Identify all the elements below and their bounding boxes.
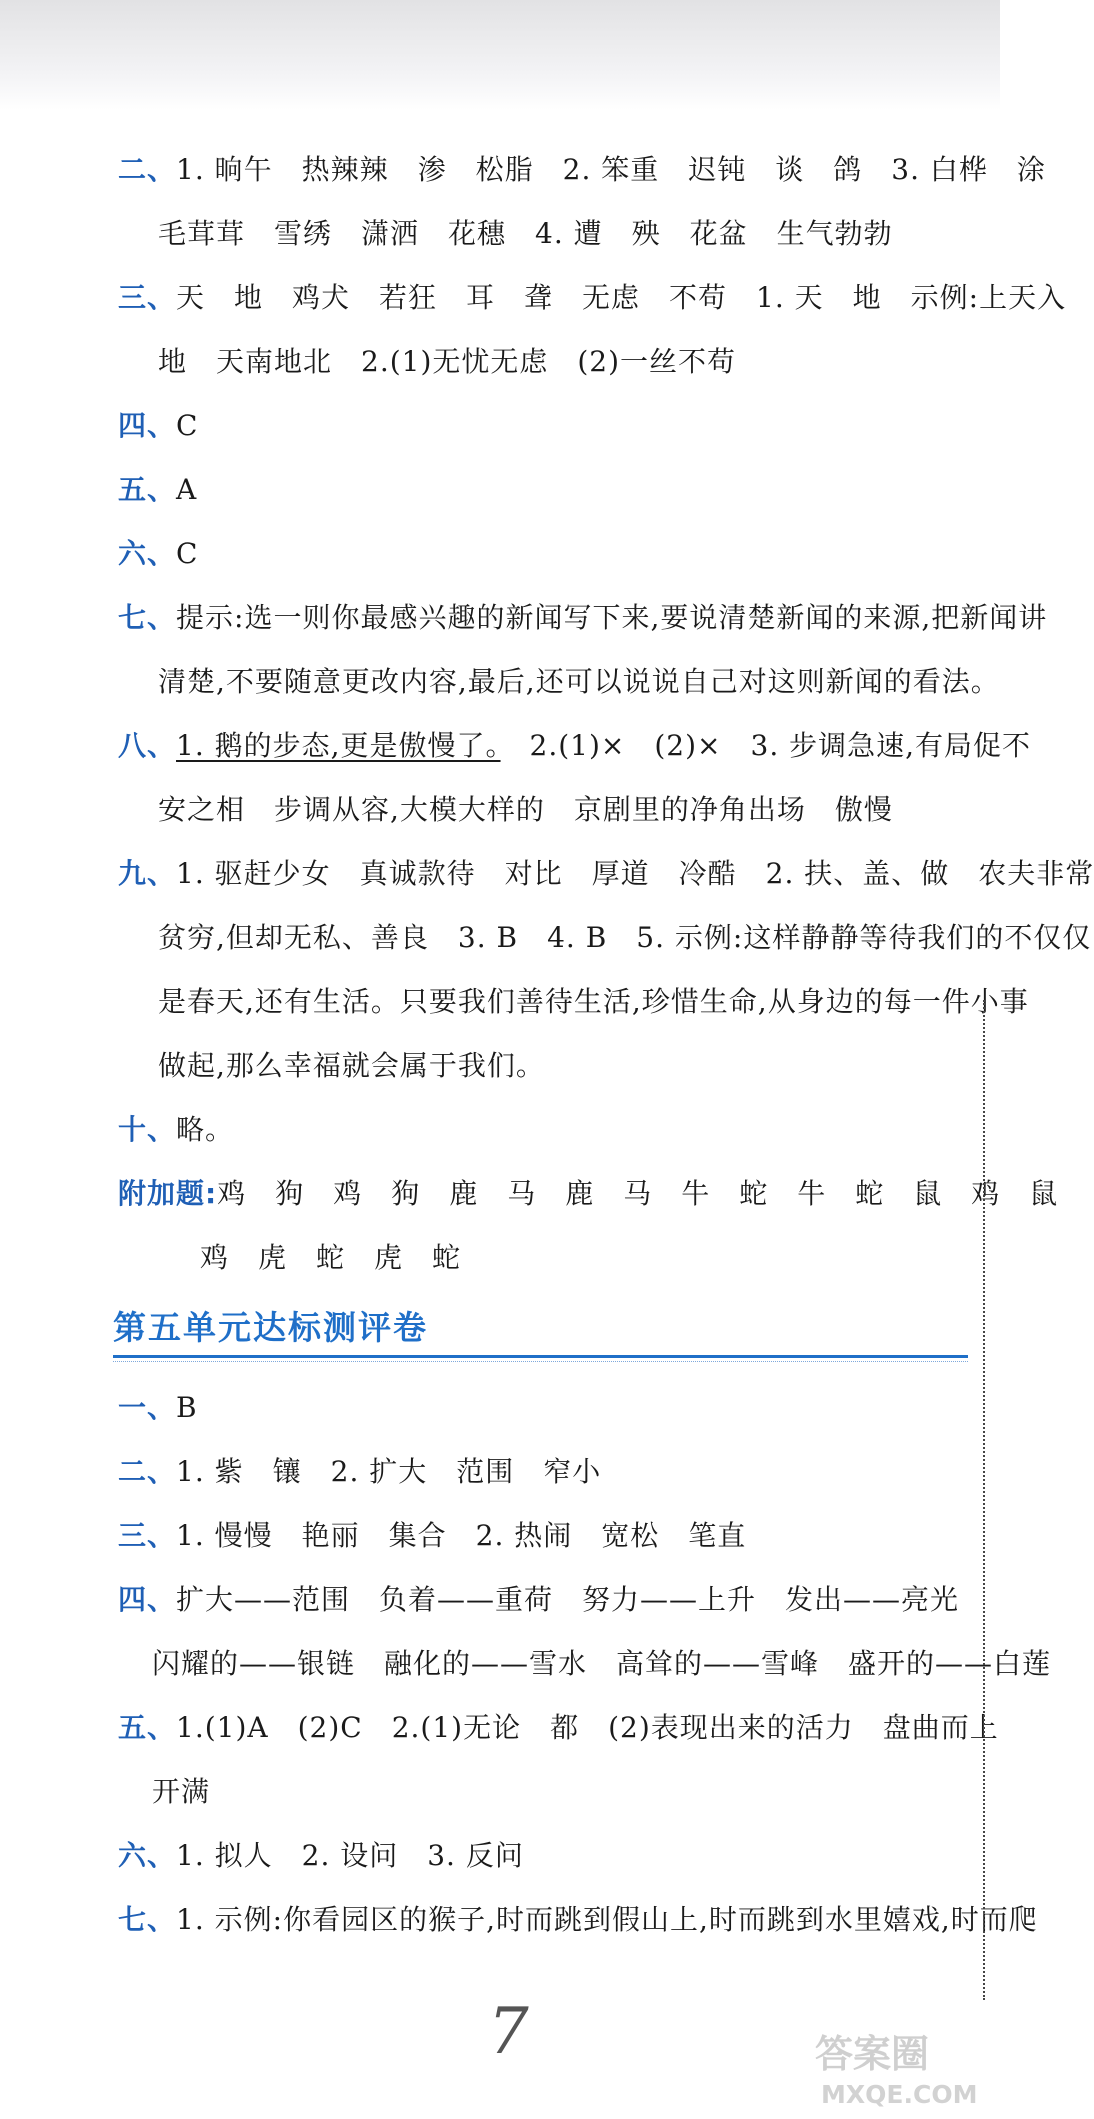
answer-text: 鸡 狗 鸡 狗 鹿 马 鹿 马 牛 蛇 牛 蛇 鼠 鸡 鼠 bbox=[217, 1177, 1059, 1210]
question-label: 三、 bbox=[118, 281, 177, 314]
question-label: 六、 bbox=[118, 1839, 177, 1872]
answer-text: 1. 驱赶少女 真诚款待 对比 厚道 冷酷 2. 扶、盖、做 农夫非常 bbox=[176, 857, 1094, 890]
unit5-line-5-cont bbox=[152, 1774, 1002, 1810]
answer-text: 贫穷,但却无私、善良 3. B 4. B 5. 示例:这样静静等待我们的不仅仅 bbox=[158, 921, 1092, 954]
answer-line-9-cont-3 bbox=[158, 1048, 1008, 1084]
answer-text: 扩大——范围 负着——重荷 努力——上升 发出——亮光 bbox=[176, 1583, 960, 1616]
answer-text: 1.(1)A (2)C 2.(1)无论 都 (2)表现出来的活力 盘曲而上 bbox=[176, 1711, 999, 1744]
bonus-label: 附加题: bbox=[118, 1177, 218, 1210]
unit5-line-7 bbox=[118, 1902, 1038, 1938]
answer-text: 地 天南地北 2.(1)无忧无虑 (2)一丝不苟 bbox=[158, 345, 737, 378]
answer-text: 1. 示例:你看园区的猴子,时而跳到假山上,时而跳到水里嬉戏,时而爬 bbox=[176, 1903, 1038, 1936]
answer-text: B bbox=[176, 1391, 198, 1424]
question-label: 十、 bbox=[118, 1113, 177, 1146]
answer-line-3 bbox=[118, 280, 1067, 316]
answer-text: 毛茸茸 雪绣 潇洒 花穗 4. 遭 殃 花盆 生气勃勃 bbox=[158, 217, 893, 250]
answer-text: 做起,那么幸福就会属于我们。 bbox=[158, 1049, 545, 1082]
watermark-logo bbox=[807, 2023, 982, 2111]
answer-text: 清楚,不要随意更改内容,最后,还可以说说自己对这则新闻的看法。 bbox=[158, 665, 1000, 698]
unit5-line-4 bbox=[118, 1582, 968, 1618]
title-underline bbox=[113, 1355, 968, 1358]
answer-text: C bbox=[176, 409, 199, 442]
answer-text: 安之相 步调从容,大模大样的 京剧里的净角出场 傲慢 bbox=[158, 793, 893, 826]
question-label: 九、 bbox=[118, 857, 177, 890]
question-label: 五、 bbox=[118, 473, 177, 506]
question-label: 六、 bbox=[118, 537, 177, 570]
section-title: 第五单元达标测评卷 bbox=[113, 1308, 428, 1347]
answer-text: A bbox=[176, 473, 198, 506]
answer-text: 是春天,还有生活。只要我们善待生活,珍惜生命,从身边的每一件小事 bbox=[158, 985, 1029, 1018]
answer-text: C bbox=[176, 537, 199, 570]
answer-line-6 bbox=[118, 536, 968, 572]
answer-text: 略。 bbox=[176, 1113, 235, 1146]
title-underline-dotted bbox=[113, 1361, 968, 1362]
unit5-line-1 bbox=[118, 1390, 968, 1426]
watermark-url: MXQE.COM bbox=[821, 2080, 978, 2109]
question-label: 二、 bbox=[118, 1455, 177, 1488]
question-label: 四、 bbox=[118, 409, 177, 442]
question-label: 三、 bbox=[118, 1519, 177, 1552]
answer-line-7-cont bbox=[158, 664, 1008, 700]
question-label: 五、 bbox=[118, 1711, 177, 1744]
answer-line-9-cont-2 bbox=[158, 984, 1029, 1020]
answer-line-3-cont bbox=[158, 344, 1008, 380]
unit5-line-2 bbox=[118, 1454, 968, 1490]
question-label: 四、 bbox=[118, 1583, 177, 1616]
question-label: 一、 bbox=[118, 1391, 177, 1424]
answer-text: 1. 紫 镶 2. 扩大 范围 窄小 bbox=[176, 1455, 602, 1488]
answer-text: 天 地 鸡犬 若狂 耳 聋 无虑 不苟 1. 天 地 示例:上天入 bbox=[176, 281, 1067, 314]
answer-line-2 bbox=[118, 152, 1046, 188]
answer-line-9-cont-1 bbox=[158, 920, 1092, 956]
unit5-line-5 bbox=[118, 1710, 999, 1746]
underlined-answer: 1. 鹅的步态,更是傲慢了。 bbox=[176, 729, 501, 762]
bonus-question-cont bbox=[200, 1240, 1050, 1276]
unit5-line-4-cont bbox=[152, 1646, 1052, 1682]
answer-text: 1. 慢慢 艳丽 集合 2. 热闹 宽松 笔直 bbox=[176, 1519, 747, 1552]
answer-text: 闪耀的——银链 融化的——雪水 高耸的——雪峰 盛开的——白莲 bbox=[152, 1647, 1052, 1680]
answer-text: 1. 拟人 2. 设问 3. 反问 bbox=[176, 1839, 524, 1872]
question-label: 七、 bbox=[118, 601, 177, 634]
question-label: 七、 bbox=[118, 1903, 177, 1936]
unit5-line-3 bbox=[118, 1518, 968, 1554]
answer-line-8 bbox=[118, 728, 1032, 764]
answer-text: 鸡 虎 蛇 虎 蛇 bbox=[200, 1241, 462, 1274]
page-number: 7 bbox=[488, 1995, 529, 2069]
answer-line-7 bbox=[118, 600, 1048, 636]
answer-text: 开满 bbox=[152, 1775, 211, 1808]
answer-text: 提示:选一则你最感兴趣的新闻写下来,要说清楚新闻的来源,把新闻讲 bbox=[176, 601, 1048, 634]
answer-line-4 bbox=[118, 408, 968, 444]
answer-line-5 bbox=[118, 472, 968, 508]
unit5-line-6 bbox=[118, 1838, 968, 1874]
answer-line-2-cont bbox=[158, 216, 1008, 252]
answer-text: 1. 晌午 热辣辣 渗 松脂 2. 笨重 迟钝 谈 鸽 3. 白桦 涂 bbox=[176, 153, 1046, 186]
watermark-text: 答案圈 bbox=[815, 2032, 930, 2076]
binding-dotted-line bbox=[983, 1000, 985, 2000]
answer-text: 2.(1)× (2)× 3. 步调急速,有局促不 bbox=[500, 729, 1032, 762]
bonus-question bbox=[118, 1176, 1059, 1212]
answer-line-10 bbox=[118, 1112, 968, 1148]
answer-line-8-cont bbox=[158, 792, 1008, 828]
answer-line-9 bbox=[118, 856, 1094, 892]
question-label: 二、 bbox=[118, 153, 177, 186]
question-label: 八、 bbox=[118, 729, 177, 762]
